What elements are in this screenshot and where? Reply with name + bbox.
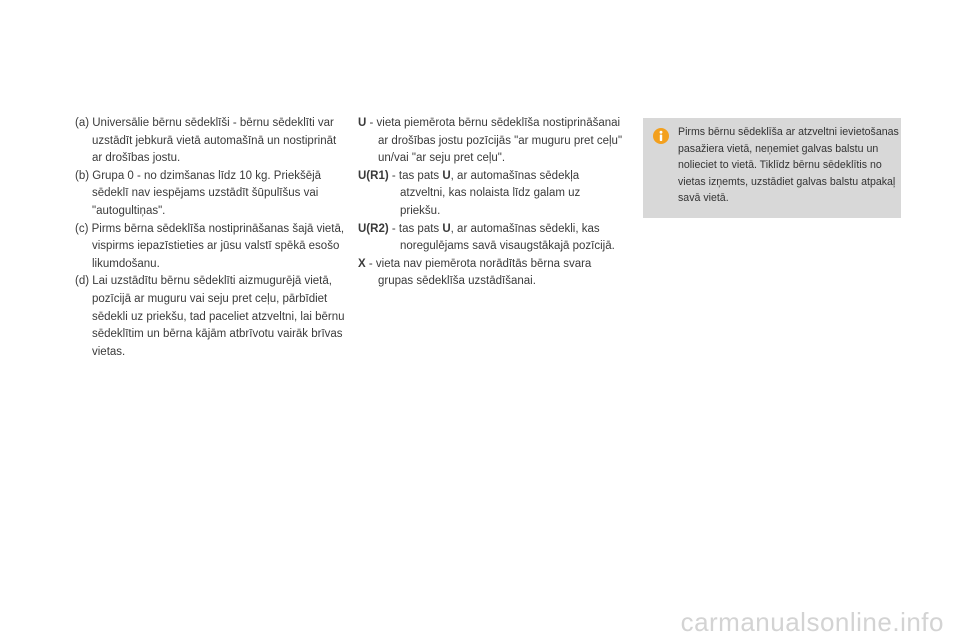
definition-ur2: [358, 221, 623, 256]
watermark: carmanualsonline.info: [680, 607, 944, 638]
definition-text: , ar automašīnas sēdekli, kas noregulējams savā visaugstākajā pozīcijā.: [400, 222, 615, 253]
definition-term: X: [358, 257, 366, 270]
note-c: (c) Pirms bērna sēdeklīša nostiprināšanas šajā vietā, vispirms iepazīstieties ar jūsu valstī spēkā esošo likumdošanu.: [75, 222, 345, 270]
definition-term: U(R2): [358, 222, 389, 235]
definition-text: - vieta piemērota bērnu sēdeklīša nostiprināšanai ar drošības jostu pozīcijās "ar muguru pret ceļu" un/vai "ar seju pret ceļu".: [366, 117, 623, 165]
info-box: [643, 118, 901, 218]
definition-x: [358, 256, 623, 291]
definition-term: U: [358, 117, 367, 129]
info-text: Pirms bērnu sēdeklīša ar atzveltni ievietošanas pasažiera vietā, neņemiet galvas balstu un nolieciet to vietā. Tiklīdz bērnu sēdeklītis no vietas izņemts, uzstādiet galvas balstu atpakaļ savā vietā.: [678, 126, 899, 205]
definition-text: - tas pats: [388, 169, 443, 182]
note-d: (d) Lai uzstādītu bērnu sēdeklīti aizmugurējā vietā, pozīcijā ar muguru vai seju pret ceļu, pārbīdiet sēdekli uz priekšu, tad paceliet atzveltni, lai bērnu sēdeklītim un bērna kājām atbrīvotu vairāk brīvas vietas.: [75, 275, 345, 358]
definition-text: - vieta nav piemērota norādītās bērna svara grupas sēdeklīša uzstādīšanai.: [365, 257, 592, 288]
left-column: [75, 115, 345, 361]
definition-u: [358, 115, 623, 168]
note-b: (b) Grupa 0 - no dzimšanas līdz 10 kg. Priekšējā sēdeklī nav iespējams uzstādīt šūpulīšus vai "autogultiņas".: [75, 169, 322, 217]
note-a: (a) Universālie bērnu sēdeklīši - bērnu sēdeklīti var uzstādīt jebkurā vietā automašīnā un nostiprināt ar drošības jostu.: [75, 117, 337, 165]
definition-ur1: [358, 168, 623, 221]
definition-ref: U: [442, 169, 451, 182]
definition-ref: U: [442, 222, 451, 235]
definition-text: , ar automašīnas sēdekļa atzveltni, kas nolaista līdz galam uz priekšu.: [400, 169, 581, 217]
definition-term: U(R1): [358, 169, 389, 182]
middle-column: [358, 115, 623, 291]
info-icon: [653, 128, 669, 144]
definition-text: - tas pats: [388, 222, 443, 235]
